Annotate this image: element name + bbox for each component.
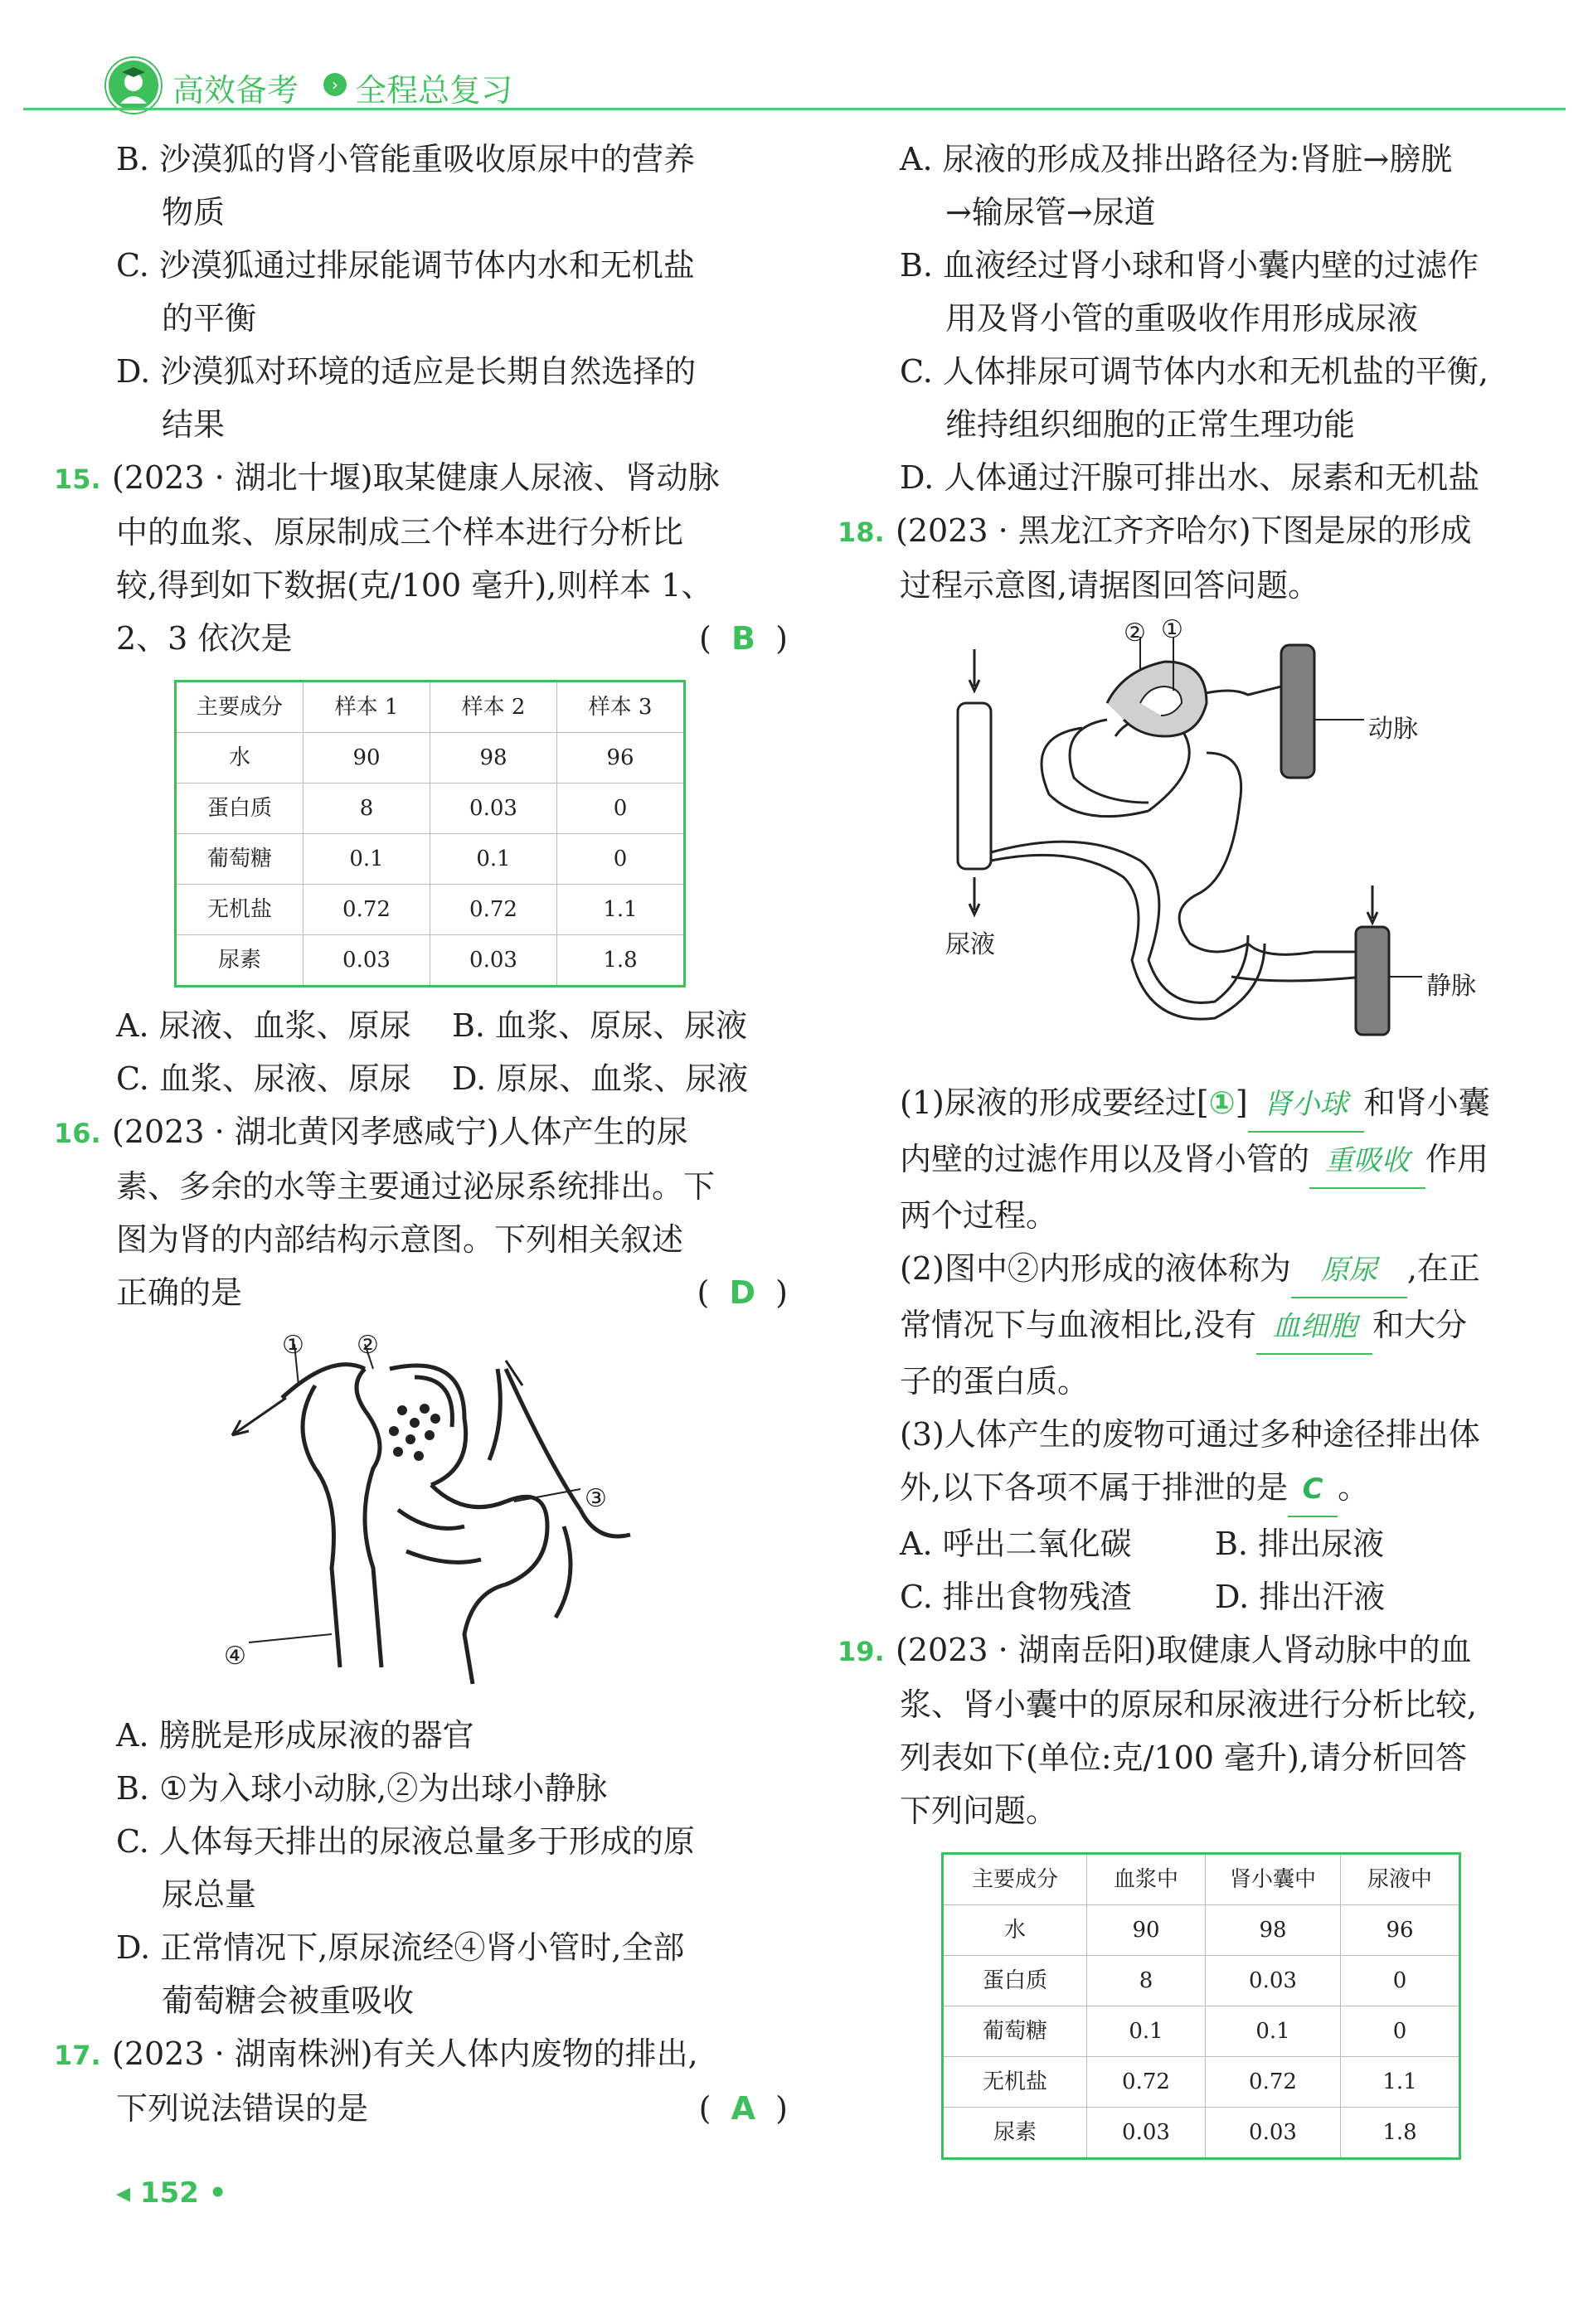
q17-option-a: A. 尿液的形成及排出路径为:肾脏→膀胱 [900,141,1453,177]
q14-option-d: D. 沙漠狐对环境的适应是长期自然选择的 [116,353,697,390]
header-subtitle: 全程总复习 [355,72,513,109]
label-2: ② [1124,619,1146,648]
page-number: ◂ 152 • [116,2176,227,2210]
right-column [838,133,1530,2160]
q14-options: B. 沙漠狐的肾小管能重吸收原尿中的营养 物质 C. 沙漠狐通过排尿能调节体内水和无机盐 的平衡 D. 沙漠狐对环境的适应是长期自然选择的 结果 [116,133,788,451]
header-divider [23,108,1566,110]
q16-number: 16. [54,1118,101,1149]
question-15: 15. (2023 · 湖北十堰)取某健康人尿液、肾动脉 中的血浆、原尿制成三个样本进行分析比 较,得到如下数据(克/100 毫升),则样本 1、 2、3 依次是 ( B ) 主要成分 样本 1 样本 2 样本 3 水 90 98 96 蛋白质 8 0.03 0 葡萄糖 0.1 0.1 0 无机盐 0.72 0.72 1.1 尿素 0.03 0.03 1.8 A. 尿液、血浆、原尿 B. 血浆、原尿、尿液 C. 血浆、尿液、原尿 D. 原尿、血浆、尿液 [116,451,788,1105]
q18-part1: (1)尿液的形成要经过[①] 肾小球 和肾小囊 [900,1076,1530,1133]
q15-table: 主要成分 样本 1 样本 2 样本 3 水 90 98 96 蛋白质 8 0.03 0 葡萄糖 0.1 0.1 0 无机盐 0.72 0.72 1.1 尿素 0.03 0.03 1.8 [174,680,686,987]
q18-part2: (2)图中②内形成的液体称为 原尿 ,在正 [900,1242,1530,1298]
q19-table: 主要成分 血浆中 肾小囊中 尿液中 水 90 98 96 蛋白质 8 0.03 0 葡萄糖 0.1 0.1 0 无机盐 0.72 0.72 1.1 尿素 0.03 0.03 1.8 [941,1852,1461,2160]
q17-option-d: D. 人体通过汗腺可排出水、尿素和无机盐 [900,459,1480,496]
nephron-drawing [116,1319,788,1709]
q15-answer: B [731,620,755,657]
q18-number: 18. [838,517,885,548]
label-2: ② [357,1331,379,1360]
table-row: 水 90 98 96 [943,1905,1460,1956]
table-row: 无机盐 0.72 0.72 1.1 [943,2057,1460,2108]
urine-formation-diagram [900,612,1530,1076]
q17-answer: A [731,2090,755,2127]
q17-number: 17. [54,2040,101,2071]
header-title: 高效备考 [172,72,299,109]
q16-answer: D [729,1274,755,1311]
table-row: 葡萄糖 0.1 0.1 0 [176,834,685,885]
label-1: ① [1161,615,1183,644]
answer-fill: 肾小球 [1248,1078,1364,1133]
q16-option-a: A. 膀胱是形成尿液的器官 [116,1717,474,1754]
table-row: 尿素 0.03 0.03 1.8 [943,2108,1460,2159]
q17-option-c: C. 人体排尿可调节体内水和无机盐的平衡, [900,353,1488,390]
question-19: 19. (2023 · 湖南岳阳)取健康人肾动脉中的血 浆、肾小囊中的原尿和尿液进行分析比较, 列表如下(单位:克/100 毫升),请分析回答 下列问题。 主要成分 血浆中 肾小囊中 尿液中 水 90 98 96 蛋白质 8 0.03 0 葡萄糖 0.1 0.1 0 无机盐 0.72 0.72 1.1 尿素 0.03 0.03 1.8 [900,1623,1530,2160]
answer-fill: 原尿 [1291,1244,1407,1298]
label-4: ④ [224,1642,246,1671]
left-column [54,133,788,2135]
question-16: 16. (2023 · 湖北黄冈孝感咸宁)人体产生的尿 素、多余的水等主要通过泌尿系统排出。下 图为肾的内部结构示意图。下列相关叙述 正确的是 ( D ) ① ② ③ ④ A. 膀胱是形成尿液的器官 B. ①为入球小动脉,②为出球小静脉 C. 人体每天排出的尿液总量多于形成的原 尿总量 D. 正常情况下,原尿流经④肾小管时,全部 葡萄糖会被重吸收 [116,1105,788,2027]
table-row: 无机盐 0.72 0.72 1.1 [176,885,685,935]
q19-number: 19. [838,1636,885,1667]
question-18: 18. (2023 · 黑龙江齐齐哈尔)下图是尿的形成 过程示意图,请据图回答问题。 ② ① 动脉 尿液 静脉 (1)尿液的形成要经过[①] 肾小球 和肾小囊 内壁的过滤作用以及肾小管的 重吸收 作用 两个过程。 (2)图中②内形成的液体称为 原尿 ,在正 常情况下与血液相比,没有 血细胞 和大分 子的蛋白质。 (3)人体产生的废物可通过多种途径排出体 外,以下各项不属于排泄的是 C 。 A. 呼出二氧化碳 B. 排出尿液 C. 排出食物残渣 D. 排出汗液 [900,504,1530,1623]
q16-option-d: D. 正常情况下,原尿流经④肾小管时,全部 [116,1929,685,1966]
q17-option-b: B. 血液经过肾小球和肾小囊内壁的过滤作 [900,247,1479,284]
label-vein: 静脉 [1426,972,1476,1001]
student-avatar-icon [106,58,161,113]
answer-fill: C [1288,1463,1338,1517]
q14-option-c: C. 沙漠狐通过排尿能调节体内水和无机盐 [116,247,695,284]
table-row: 尿素 0.03 0.03 1.8 [176,935,685,987]
page-header [23,58,1566,124]
label-artery: 动脉 [1368,715,1418,744]
q18-part3: (3)人体产生的废物可通过多种途径排出体 [900,1416,1480,1453]
nephron-diagram [116,1319,788,1709]
q15-number: 15. [54,463,101,495]
q16-option-b: B. ①为入球小动脉,②为出球小静脉 [116,1770,608,1807]
answer-fill: 重吸收 [1309,1134,1425,1189]
label-3: ③ [585,1484,607,1513]
question-17: 17. (2023 · 湖南株洲)有关人体内废物的排出, 下列说法错误的是 ( A ) [116,2027,788,2135]
table-row: 葡萄糖 0.1 0.1 0 [943,2006,1460,2057]
arrow-icon: › [323,73,347,96]
answer-fill: 血细胞 [1256,1300,1372,1355]
label-urine: 尿液 [945,930,995,959]
q17-options: A. 尿液的形成及排出路径为:肾脏→膀胱 →输尿管→尿道 B. 血液经过肾小球和肾小囊内壁的过滤作 用及肾小管的重吸收作用形成尿液 C. 人体排尿可调节体内水和无机盐的平衡, 维持组织细胞的正常生理功能 D. 人体通过汗腺可排出水、尿素和无机盐 [900,133,1530,504]
table-row: 蛋白质 8 0.03 0 [943,1956,1460,2006]
table-row: 水 90 98 96 [176,733,685,784]
table-row: 蛋白质 8 0.03 0 [176,784,685,834]
q14-option-b: B. 沙漠狐的肾小管能重吸收原尿中的营养 [116,141,696,177]
label-1: ① [282,1331,304,1360]
q16-option-c: C. 人体每天排出的尿液总量多于形成的原 [116,1823,695,1860]
